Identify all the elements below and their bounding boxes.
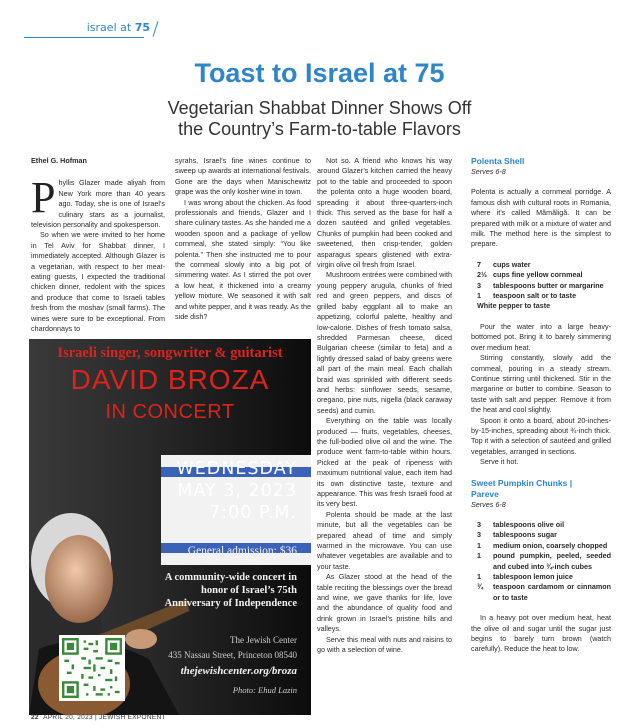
paragraph: Serve this meal with nuts and raisins to go with a selection of wine. (317, 634, 452, 655)
recipe-step: Spoon it onto a board, about 20-inches-by-15-inches, spreading about ¾-inch thick. Top it with a selection of sautéed and grilled vegetables, arranged in sections. (471, 415, 611, 456)
page-footer: 22 APRIL 20, 2023 | JEWISH EXPONENT (31, 714, 166, 721)
column-4-recipes (471, 156, 611, 655)
paragraph: I was wrong about the chicken. As food professionals and friends, Glazer and I share culinary tastes. As she handed me a wooden spoon and a package of yellow cornmeal, she stated simply: “You like polenta.” Then she instructed me to pour the cornmeal slowly into a big pot of simmering water. As I stirred the pot over a low heat, it thickened into a creamy yellow mixture. We seasoned it with salt and white pepper, and it was ready. As the side dish? (175, 197, 311, 322)
byline: Ethel G. Hofman (31, 156, 87, 165)
section-label (87, 21, 150, 34)
recipe-title-polenta: Polenta Shell (471, 156, 525, 166)
recipe-title-pumpkin (471, 478, 611, 500)
column-1 (31, 156, 165, 335)
recipe-intro: Polenta is actually a cornmeal porridge. A famous dish with cultural roots in Romania, where it’s called Mămăligă. It can be prepared with milk or a mixture of water and milk. The method here is the simplest to prepare. (471, 187, 611, 249)
ad-community-text: A community-wide concert in honor of Israel’s 75th Anniversary of Independence (164, 572, 297, 609)
ad-tagline: Israeli singer, songwriter & guitarist (57, 345, 283, 361)
recipe-step: Serve it hot. (480, 457, 519, 467)
section-header (84, 18, 156, 40)
ingredient-item: tablespoons butter or margarine (493, 280, 604, 290)
ad-venue-address: 435 Nassau Street, Princeton 08540 (168, 650, 297, 660)
publication-name: JEWISH EXPONENT (99, 714, 166, 721)
ingredient-item: White pepper to taste (477, 301, 551, 311)
ingredient-qty: 1 (477, 572, 481, 581)
paragraph: Polenta should be made at the last minute, but all the vegetables can be prepared ahead of time and simply warmed in the microwave. You can use whatever vegetables are available and to your taste. (317, 509, 452, 571)
ad-venue-name: The Jewish Center (230, 635, 297, 645)
ingredient-qty: 7 (477, 259, 481, 269)
ingredient-item: tablespoons olive oil (493, 519, 565, 529)
paragraph: So when we were invited to her home in Tel Aviv for Shabbat dinner, I immediately accepted. Although Glazer is a vegetarian, with respect to her meat-eating guests, I expected the traditional chicken dinner, redolent with the spices and produce that come to Israeli tables fresh from the moshav (small farms). The wines were sure to be exceptional. From chardonnays to (31, 230, 165, 334)
ingredient-item: tablespoons sugar (493, 530, 557, 540)
recipe-step: Stirring constantly, slowly add the cornmeal, pouring in a steady stream. Continue stirring until thickened. Stir in the margarine or butter to combine. Season to taste with salt and pepper. Remove it from the heat and cool slightly. (471, 353, 611, 415)
section-name: israel at (86, 21, 132, 34)
lead-paragraph (31, 173, 165, 230)
article-title: Toast to Israel at 75 (194, 58, 445, 88)
ingredient-qty: 3 (477, 280, 481, 290)
article-subtitle-line1: Vegetarian Shabbat Dinner Shows Off (167, 98, 472, 118)
header-slash (153, 21, 159, 37)
ingredient-qty: 1 (477, 291, 481, 301)
column-2 (175, 156, 311, 323)
ingredient-qty: 3 (477, 519, 481, 529)
recipe-title-line2: Pareve (471, 488, 499, 499)
ingredient-item: teaspoon salt or to taste (493, 291, 577, 301)
ad-time: 7:00 P.M. (209, 503, 297, 523)
paragraph: syrahs, Israel’s fine wines continue to sweep up awards at international festivals. Gone are the days when Manischewitz grape was the only kosher wine in town. (175, 156, 311, 197)
ingredient-item: tablespoon lemon juice (493, 572, 573, 581)
ingredient-item: cups fine yellow cornmeal (493, 270, 583, 280)
ingredient-qty: ¾ (477, 582, 483, 592)
ingredient-qty: 1 (477, 540, 481, 550)
paragraph: As Glazer stood at the head of the table reciting the blessings over the bread and wine, we gave thanks for life, love and the abundance of quality food and drink grown in Israel’s pristine hills and valleys. (317, 572, 452, 634)
ad-photo-credit: Photo: Ehud Lazin (232, 685, 297, 695)
recipe-step: Pour the water into a large heavy-bottomed pot. Bring it to barely simmering over medium heat. (471, 321, 611, 352)
ingredient-qty: 1 (477, 551, 481, 561)
ingredient-qty: 2½ (477, 270, 487, 280)
ad-in-concert: IN CONCERT (105, 401, 235, 423)
drop-cap: P (31, 173, 56, 223)
ad-url[interactable]: thejewishcenter.org/broza (180, 665, 297, 677)
section-number: 75 (134, 21, 150, 34)
column-3 (317, 156, 452, 656)
ingredient-list-pumpkin (477, 520, 611, 603)
paragraph: Mushroom entrées were combined with young peppery arugula, chunks of fried red and green peppers, and discs of grilled baby eggplant all to make an appetizing, colorful palette, healthy and low-calorie. Dishes of fresh tomato salsa, shredded Parmesan cheese, diced Bulgarian cheese (similar to feta) and a lightly dressed salad of baby greens were all part of the main meal. Each challah braid was sprinkled with different seeds and herbs: sunflower seeds, sesame, oregano, pine nuts, nigella (black caraway seeds) and cumin. (317, 270, 452, 415)
paragraph: Everything on the table was locally produced — fruits, vegetables, cheeses, the full-bodied olive oil and the wine. The produce went farm-to-table within hours. Picked at the peak of ripeness with maximum nutritional value, each item had its own distinctive taste, texture and appearance. This was fresh Israeli food at its very best. (317, 416, 452, 509)
spacer (471, 468, 611, 478)
ingredient-item: teaspoon cardamom or cinnamon or to taste (493, 582, 611, 602)
ad-general-admission: General admission: $36 (187, 545, 297, 557)
ingredient-item: cups water (493, 259, 531, 269)
ingredient-item: pound pumpkin, peeled, seeded and cubed into ¾-inch cubes (493, 551, 611, 571)
article-subtitle-line2: the Country’s Farm-to-table Flavors (178, 119, 461, 139)
qr-code[interactable] (59, 635, 125, 701)
ingredient-item: medium onion, coarsely chopped (493, 540, 608, 550)
ad-premier-admission: Premier admission: $75 (187, 529, 297, 541)
recipe-serves: Serves 6-8 (471, 167, 506, 176)
recipe-step: In a heavy pot over medium heat, heat the olive oil and sugar until the sugar just begins to barely turn brown (watch carefully). Reduce the heat to low. (471, 613, 611, 654)
recipe-serves: Serves 6-8 (471, 499, 506, 509)
ingredient-list-polenta (477, 260, 611, 312)
ingredient-qty: 3 (477, 530, 481, 540)
header-rule (24, 37, 144, 38)
recipe-title-line1: Sweet Pumpkin Chunks | (471, 477, 573, 488)
ad-artist-name: DAVID BROZA (70, 364, 270, 395)
ad-day: WEDNESDAY (176, 459, 297, 479)
paragraph: Not so. A friend who knows his way around Glazer’s kitchen carried the heavy pot to the table and proceeded to spoon the polenta onto a huge wooden board, spreading it about three-quarters-inch thick. This served as the base for half a dozen sautéed and grilled vegetables. Chunks of pumpkin had been cooked and sweetened, then crisp-tender, golden asparagus spears glistened with extra-virgin olive oil fresh from Israel. (317, 156, 452, 270)
ad-date: MAY 3, 2023 (177, 481, 297, 501)
issue-date: APRIL 20, 2023 (43, 714, 93, 721)
qr-code-pattern (62, 638, 122, 698)
concert-advertisement (29, 339, 311, 715)
lead-text: hyllis Glazer made aliyah from New York more than 40 years ago. Today, she is one of Israel’s culinary stars as a journalist, television personality and spokesperson. (31, 178, 165, 230)
page-number: 22 (31, 714, 39, 721)
